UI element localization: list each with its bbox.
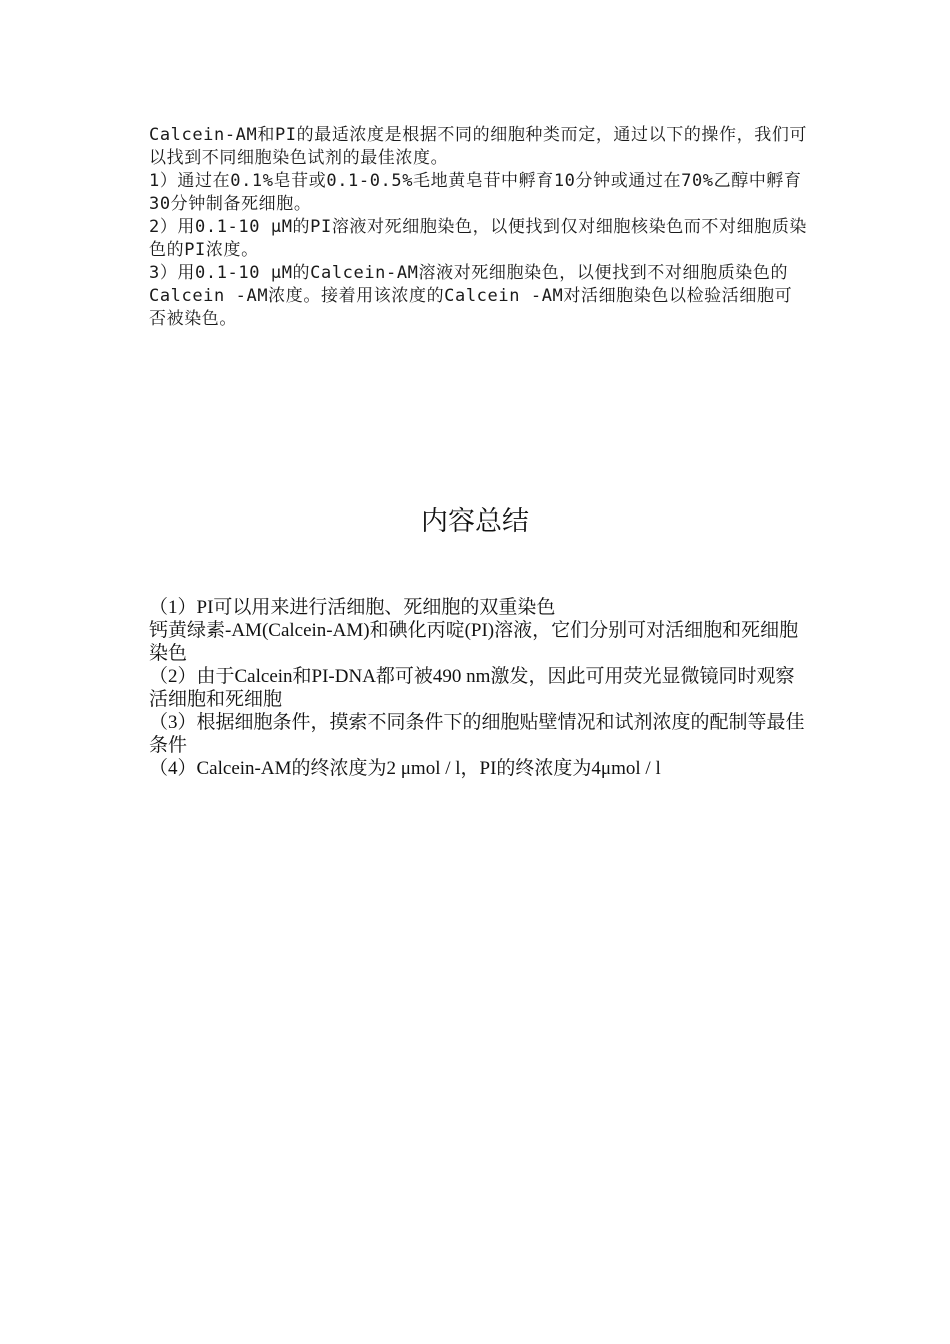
- summary-item-4: （4）Calcein-AM的终浓度为2 μmol / l，PI的终浓度为4μmol / l: [149, 758, 661, 779]
- intro-section: [149, 124, 809, 331]
- summary-item-1-detail: 钙黄绿素-AM(Calcein-AM)和碘化丙啶(PI)溶液，它们分别可对活细胞和死细胞染色: [149, 620, 799, 664]
- summary-title: 内容总结: [421, 506, 529, 537]
- summary-section: [149, 596, 809, 780]
- intro-step-3: 3）用0.1-10 μM的Calcein-AM溶液对死细胞染色，以便找到不对细胞质染色的Calcein -AM浓度。接着用该浓度的Calcein -AM对活细胞染色以检验活细胞可否被染色。: [149, 263, 793, 329]
- intro-step-1: 1）通过在0.1%皂苷或0.1-0.5%毛地黄皂苷中孵育10分钟或通过在70%乙醇中孵育30分钟制备死细胞。: [149, 171, 802, 214]
- intro-step-2: 2）用0.1-10 μM的PI溶液对死细胞染色，以便找到仅对细胞核染色而不对细胞质染色的PI浓度。: [149, 217, 808, 260]
- summary-item-3: （3）根据细胞条件，摸索不同条件下的细胞贴壁情况和试剂浓度的配制等最佳条件: [149, 712, 805, 756]
- summary-item-1: （1）PI可以用来进行活细胞、死细胞的双重染色: [149, 597, 556, 618]
- summary-item-2: （2）由于Calcein和PI-DNA都可被490 nm激发，因此可用荧光显微镜同时观察活细胞和死细胞: [149, 666, 795, 710]
- intro-paragraph: Calcein-AM和PI的最适浓度是根据不同的细胞种类而定，通过以下的操作，我们可以找到不同细胞染色试剂的最佳浓度。: [149, 125, 808, 168]
